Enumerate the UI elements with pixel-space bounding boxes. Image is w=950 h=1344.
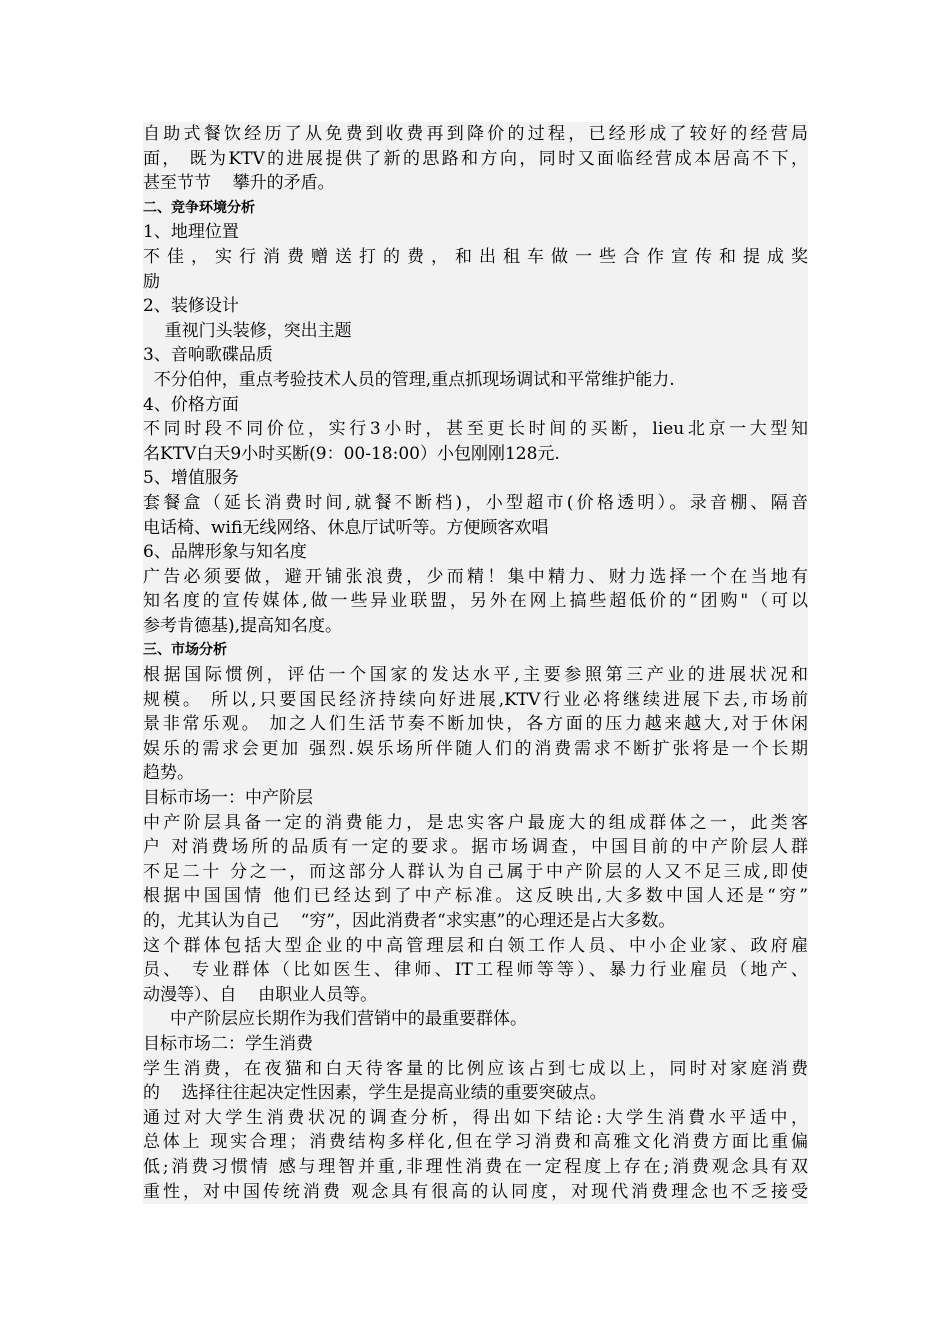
text-line: 2、装修设计 [143, 296, 239, 317]
document-body [143, 122, 808, 1204]
text-line: 根据国际惯例，评估一个国家的发达水平,主要参照第三产业的进展状况和 [143, 665, 808, 686]
text-line: 学生消费，在夜猫和白天待客量的比例应该占到七成以上，同时对家庭消费 [143, 1058, 808, 1079]
text-line: 甚至节节 攀升的矛盾。 [143, 173, 335, 194]
text-line: 娱乐的需求会更加 强烈.娱乐场所伴随人们的消费需求不断扩张将是一个长期 [143, 738, 808, 759]
text-line: 根据中国国情 他们已经达到了中产标准。这反映出,大多数中国人还是“穷” [143, 886, 808, 907]
text-line: 规模。 所以,只要国民经济持续向好进展,KTV行业必将继续进展下去,市场前 [143, 689, 808, 710]
text-line: 动漫等）、自 由职业人员等。 [143, 984, 378, 1005]
text-line: 6、品牌形象与知名度 [143, 542, 307, 563]
text-line: 面， 既为KTV的进展提供了新的思路和方向，同时又面临经营成本居高不下， [143, 148, 808, 169]
text-line: 通过对大学生消费状况的调查分析，得出如下结论:大学生消費水平适中， [143, 1107, 808, 1128]
text-line: 励 [143, 271, 160, 292]
text-line: 自助式餐饮经历了从免费到收费再到降价的过程，已经形成了较好的经营局 [143, 124, 808, 144]
text-line: 目标市场一：中产阶层 [143, 788, 313, 809]
text-line: 参考肯德基),提高知名度。 [143, 615, 343, 636]
text-line: 重视门头装修，突出主题 [143, 320, 352, 341]
text-line: 5、增值服务 [143, 468, 239, 489]
text-line: 不足二十 分之一，而这部分人群认为自己属于中产阶层的人又不足三成,即使 [143, 861, 808, 882]
text-line: 的，尤其认为自己 “穷”，因此消费者“求实惠”的心理还是占大多数。 [143, 911, 676, 931]
text-line: 不同时段不同价位，实行3小时，甚至更长时间的买断，lieu北京一大型知 [143, 419, 808, 440]
text-line: 目标市场二：学生消费 [143, 1033, 313, 1054]
text-line: 户 对消费场所的品质有一定的要求。据市场调查，中国目前的中产阶层人群 [143, 837, 808, 858]
text-line: 景非常乐观。 加之人们生活节奏不断加快，各方面的压力越来越大,对于休闲 [143, 714, 808, 735]
text-line: 3、音响歌碟品质 [143, 345, 273, 366]
text-line: 中产阶层应长期作为我们营销中的最重要群体。 [143, 1009, 528, 1030]
text-line: 4、价格方面 [143, 394, 239, 415]
text-line: 电话椅、wifi无线网络、休息厅试听等。方便顾客欢唱 [143, 517, 549, 538]
text-line: 重性，对中国传统消费 观念具有很高的认同度，对现代消费理念也不乏接受 [143, 1181, 808, 1202]
text-line: 这个群体包括大型企业的中高管理层和白领工作人员、中小企业家、政府雇 [143, 935, 808, 956]
text-line: 不分伯仲，重点考验技术人员的管理,重点抓现场调试和平常维护能力. [143, 369, 675, 390]
text-line: 的 选择往往起决定性因素，学生是提高业绩的重要突破点。 [143, 1083, 607, 1104]
text-line: 中产阶层具备一定的消费能力，是忠实客户最庞大的组成群体之一，此类客 [143, 812, 808, 833]
text-line: 不佳，实行消费赠送打的费，和出租车做一些合作宣传和提成奖 [143, 246, 808, 267]
text-line: 趋势。 [143, 763, 194, 784]
text-line: 知名度的宣传媒体,做一些异业联盟，另外在网上搞些超低价的“团购"（可以 [143, 591, 808, 612]
text-line: 总体上 现实合理；消费结构多样化,但在学习消费和高雅文化消费方面比重偏 [143, 1132, 808, 1153]
text-line: 广告必须要做，避开铺张浪费，少而精！集中精力、财力选择一个在当地有 [143, 566, 808, 587]
text-line: 套餐盒（延长消费时间,就餐不断档)，小型超市(价格透明）。录音棚、隔音 [143, 492, 808, 513]
text-line: 名KTV白天9小时买断(9：00-18:00）小包刚刚128元. [143, 443, 560, 464]
text-line: 低;消费习惯情 感与理智并重,非理性消费在一定程度上存在;消费观念具有双 [143, 1156, 808, 1177]
section-heading: 三、市场分析 [143, 642, 227, 659]
section-heading: 二、竞争环境分析 [143, 199, 255, 216]
text-line: 1、地理位置 [143, 222, 239, 243]
text-line: 员、 专业群体（比如医生、律师、IT工程师等等）、暴力行业雇员（地产、 [143, 960, 808, 981]
